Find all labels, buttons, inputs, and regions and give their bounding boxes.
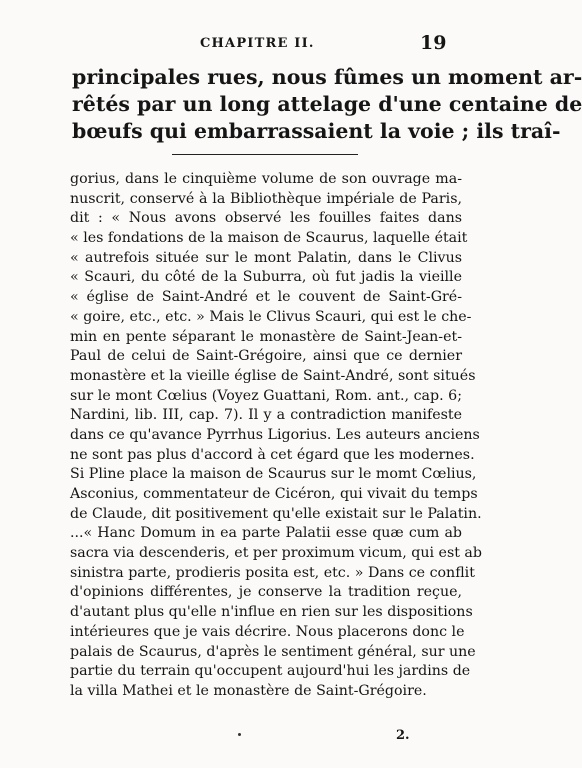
main-text <box>72 64 582 145</box>
footnote-line: partie du terrain qu'occupent aujourd'hui les jardins de <box>70 663 471 680</box>
page-number: 19 <box>420 32 447 54</box>
footnote-line: dit : « Nous avons observé les fouilles faites dans <box>70 210 462 227</box>
footnote-line: « église de Saint-André et le couvent de Saint-Gré- <box>70 289 462 306</box>
footnote <box>70 170 482 702</box>
footnote-line: Paul de celui de Saint-Grégoire, ainsi que ce dernier <box>70 348 462 365</box>
page-header <box>0 32 524 58</box>
main-text-line: bœufs qui embarrassaient la voie ; ils traî- <box>72 119 561 143</box>
footnote-line: d'autant plus qu'elle n'influe en rien sur les dispositions <box>70 604 473 621</box>
footnote-line: Nardini, lib. III, cap. 7). Il y a contradiction manifeste <box>70 407 462 424</box>
footnote-line: Asconius, commentateur de Cicéron, qui vivait du temps <box>70 486 478 502</box>
running-title: CHAPITRE II. <box>200 36 315 51</box>
printer-mark-dot <box>238 733 241 736</box>
footnote-line: « les fondations de la maison de Scaurus, laquelle était <box>70 230 468 247</box>
footnote-line: d'opinions différentes, je conserve la tradition reçue, <box>70 584 462 601</box>
footnote-line: « goire, etc., etc. » Mais le Clivus Scauri, qui est le che- <box>70 308 472 325</box>
footnote-separator-rule <box>172 154 358 155</box>
footnote-line: intérieures que je vais décrire. Nous placerons donc le <box>70 623 465 640</box>
footnote-line: nuscrit, conservé à la Bibliothèque impériale de Paris, <box>70 190 462 207</box>
footnote-line: sur le mont Cœlius (Voyez Guattani, Rom. ant., cap. 6; <box>70 387 462 404</box>
footnote-line: gorius, dans le cinquième volume de son ouvrage ma- <box>70 171 462 187</box>
footnote-line: monastère et la vieille église de Saint-André, sont situés <box>70 367 476 384</box>
footnote-line: sacra via descenderis, et per proximum vicum, qui est ab <box>70 545 482 562</box>
footnote-line: sinistra parte, prodieris posita est, etc. » Dans ce conflit <box>70 564 475 581</box>
footnote-line: la villa Mathei et le monastère de Saint-Grégoire. <box>70 682 427 699</box>
main-text-line: rêtés par un long attelage d'une centaine de <box>72 92 582 116</box>
footnote-line: « autrefois située sur le mont Palatin, dans le Clivus <box>70 249 462 266</box>
footnote-line: ...« Hanc Domum in ea parte Palatii esse quæ cum ab <box>70 525 462 542</box>
footnote-line: dans ce qu'avance Pyrrhus Ligorius. Les auteurs anciens <box>70 426 480 443</box>
main-text-line: principales rues, nous fûmes un moment ar- <box>72 65 582 89</box>
signature-mark: 2. <box>396 728 410 743</box>
footnote-line: palais de Scaurus, d'après le sentiment général, sur une <box>70 643 476 660</box>
footnote-line: de Claude, dit positivement qu'elle existait sur le Palatin. <box>70 505 482 522</box>
footnote-line: min en pente séparant le monastère de Saint-Jean-et- <box>70 328 462 345</box>
footnote-line: ne sont pas plus d'accord à cet égard que les modernes. <box>70 446 475 463</box>
footnote-line: Si Pline place la maison de Scaurus sur le momt Cœlius, <box>70 466 477 483</box>
footnote-line: « Scauri, du côté de la Suburra, où fut jadis la vieille <box>70 269 462 286</box>
